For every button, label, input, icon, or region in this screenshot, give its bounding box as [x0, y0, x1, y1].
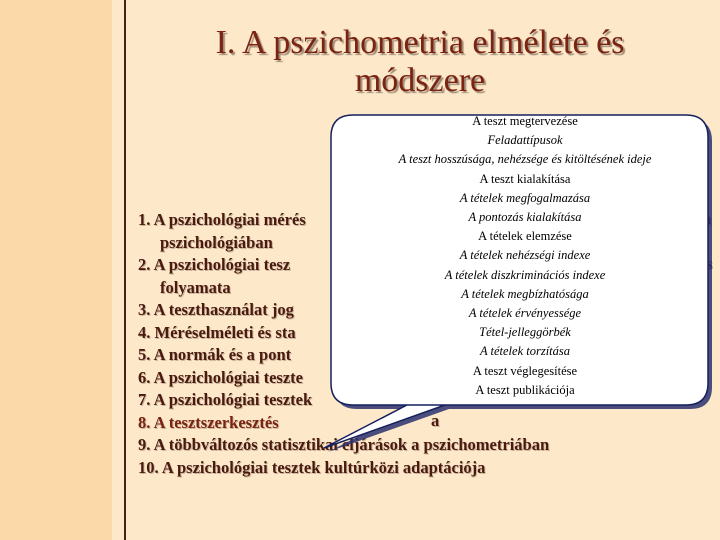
callout-heading: A teszt megtervezése: [472, 114, 578, 128]
callout-heading: A teszt publikációja: [475, 382, 575, 397]
list-item-continuation: folyamata: [160, 277, 231, 297]
list-item: 9. A többváltozós statisztikai eljárások a pszichometriában: [138, 435, 550, 454]
list-item: 4. Méréselméleti és sta: [138, 322, 296, 342]
list-item-continuation: pszichológiában: [160, 232, 273, 252]
callout-subitem: A tételek megfogalmazása: [459, 190, 591, 205]
list-item: 7. A pszichológiai tesztek: [138, 390, 313, 409]
list-item-overflow: a: [431, 411, 440, 430]
callout-content: [340, 112, 710, 400]
callout-subitem: A tételek érvényessége: [468, 306, 582, 321]
list-item-tesztszerkesztes: 8. A tesztszerkesztés: [138, 412, 279, 432]
callout-subitem: A tételek torzítása: [479, 344, 571, 359]
list-item: 1. A pszichológiai mérés: [138, 210, 306, 229]
list-item: 10. A pszichológiai tesztek kultúrközi adaptációja: [138, 457, 486, 477]
callout-subitem: A tételek nehézségi indexe: [459, 248, 591, 263]
slide-title-line1: I. A pszichometria elmélete és: [215, 24, 625, 61]
callout-heading: A tételek elemzése: [478, 229, 572, 244]
callout-heading: A teszt kialakítása: [479, 171, 571, 186]
callout-subitem: A tételek megbízhatósága: [461, 286, 589, 301]
callout-subitem: Feladattípusok: [487, 133, 563, 148]
list-item: 2. A pszichológiai tesz: [138, 255, 291, 274]
list-item: 6. A pszichológiai teszte: [138, 367, 303, 387]
callout-subitem: Tétel-jelleggörbék: [479, 325, 571, 340]
list-item: 3. A teszthasználat jog: [138, 300, 294, 319]
list-item: 5. A normák és a pont: [138, 345, 292, 364]
callout-subitem: A pontozás kialakítása: [468, 210, 582, 225]
slide-title-line2: módszere: [354, 62, 486, 99]
callout-heading: A teszt véglegesítése: [472, 363, 578, 378]
callout-subitem: A teszt hosszúsága, nehézsége és kitöltésének ideje: [398, 152, 652, 167]
callout-subitem: A tételek diszkriminációs indexe: [444, 267, 606, 282]
